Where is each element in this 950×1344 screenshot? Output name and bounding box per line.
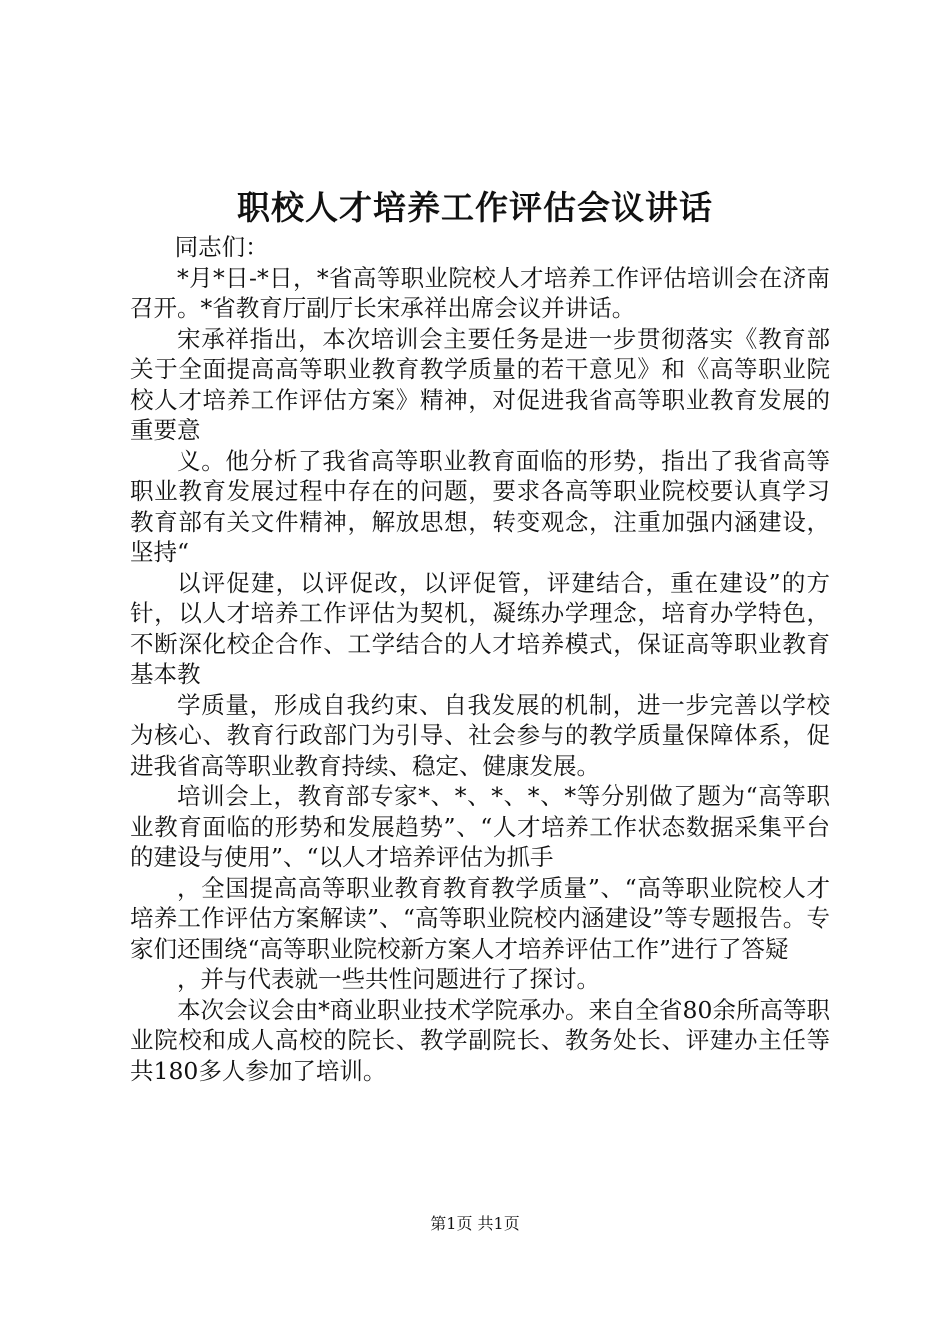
paragraph: 学质量，形成自我约束、自我发展的机制，进一步完善以学校为核心、教育行政部门为引导、社会参与的教学质量保障体系，促进我省高等职业教育持续、稳定、健康发展。 bbox=[130, 690, 830, 780]
paragraph: ，全国提高高等职业教育教育教学质量”、“高等职业院校人才培养工作评估方案解读”、“高等职业院校内涵建设”等专题报告。专家们还围绕“高等职业院校新方案人才培养评估工作”进行了答疑 bbox=[130, 873, 830, 963]
document-body bbox=[130, 232, 830, 1086]
document-title: 职校人才培养工作评估会议讲话 bbox=[237, 188, 713, 227]
paragraph: 本次会议会由*商业职业技术学院承办。来自全省80余所高等职业院校和成人高校的院长、教学副院长、教务处长、评建办主任等共180多人参加了培训。 bbox=[130, 995, 830, 1085]
paragraph-salutation: 同志们： bbox=[174, 233, 269, 261]
paragraph: 宋承祥指出，本次培训会主要任务是进一步贯彻落实《教育部关于全面提高高等职业教育教学质量的若干意见》和《高等职业院校人才培养工作评估方案》精神，对促进我省高等职业教育发展的重要意 bbox=[130, 324, 830, 444]
paragraph: 义。他分析了我省高等职业教育面临的形势，指出了我省高等职业教育发展过程中存在的问题，要求各高等职业院校要认真学习教育部有关文件精神，解放思想，转变观念，注重加强内涵建设，坚持“ bbox=[130, 446, 830, 566]
paragraph: 培训会上，教育部专家*、*、*、*、*等分别做了题为“高等职业教育面临的形势和发展趋势”、“人才培养工作状态数据采集平台的建设与使用”、“以人才培养评估为抓手 bbox=[130, 782, 830, 871]
paragraph: 以评促建，以评促改，以评促管，评建结合，重在建设”的方针，以人才培养工作评估为契机，凝练办学理念，培育办学特色，不断深化校企合作、工学结合的人才培养模式，保证高等职业教育基本教 bbox=[130, 568, 830, 688]
page-number-footer: 第1页 共1页 bbox=[430, 1214, 520, 1233]
paragraph: ，并与代表就一些共性问题进行了探讨。 bbox=[177, 965, 600, 993]
paragraph: *月*日-*日，*省高等职业院校人才培养工作评估培训会在济南召开。*省教育厅副厅长宋承祥出席会议并讲话。 bbox=[130, 263, 830, 322]
